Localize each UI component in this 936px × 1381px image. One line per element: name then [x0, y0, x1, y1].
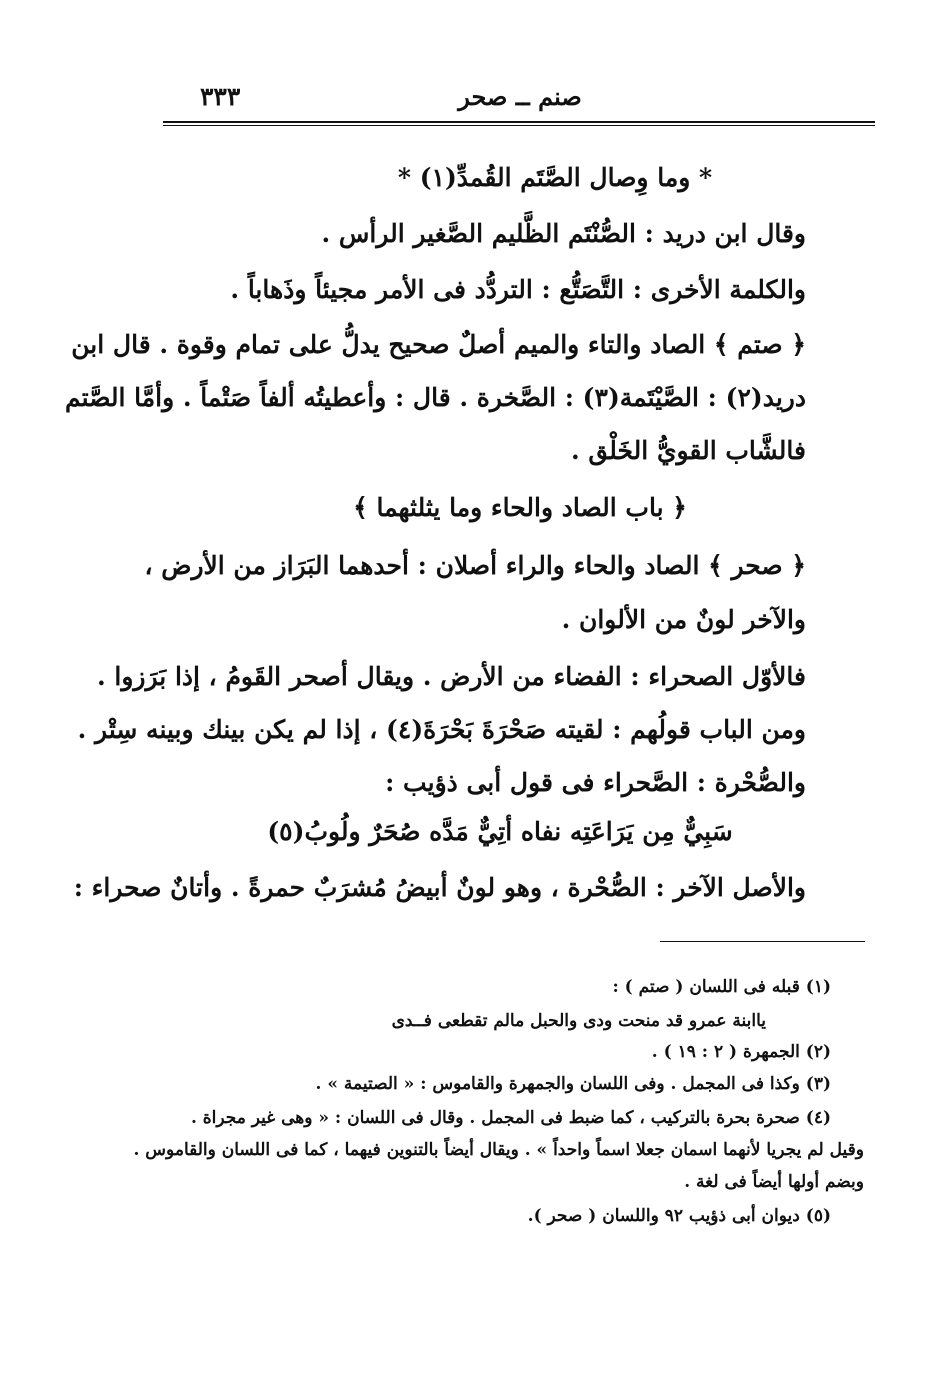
page-number: ٣٣٣: [200, 82, 241, 111]
header-rule: [163, 121, 875, 123]
footnote-4-continued: وبضم أولها أيضاً فى لغة .: [684, 1172, 864, 1192]
text-line: فالأوّل الصحراء : الفضاء من الأرض . ويقال أصحر القَومُ ، إذا بَرَزوا .: [96, 662, 806, 691]
text-line: والآخر لونٌ من الألوان .: [561, 605, 806, 634]
footnote-2: (٢) الجمهرة ( ٢ : ١٩ ) .: [651, 1042, 831, 1062]
text-line: دريد(٢) : الصَّيْتَمة(٣) : الصَّخرة . قال : وأعطيتُه ألفاً صَتْماً . وأمَّا الصَّتم: [65, 383, 806, 412]
text-line: والكلمة الأخرى : التَّصَتُّع : التردُّد فى الأمر مجيئاً وذَهاباً .: [230, 275, 806, 304]
footnote-rule: [660, 941, 865, 942]
text-line: والصُّحْرة : الصَّحراء فى قول أبى ذؤيب :: [385, 768, 806, 797]
footnote-3: (٣) وكذا فى المجمل . وفى اللسان والجمهرة والقاموس : « الصتيمة » .: [315, 1074, 831, 1094]
footnote-5: (٥) ديوان أبى ذؤيب ٩٢ واللسان ( صحر ).: [527, 1206, 831, 1226]
footnote-1-verse: ياابنة عمرو قد منحت ودى والحبل مالم تقطعى فــدى: [391, 1011, 766, 1031]
running-title: صنم ــ صحر: [458, 82, 582, 111]
verse-line: سَبِيٌّ مِن يَرَاعَتِه نفاه أتِيٌّ مَدَّه صُحَرٌ ولُوبُ(٥): [267, 817, 733, 846]
verse-line: * وما وِصال الصَّتَم القُمدِّ(١) *: [397, 163, 713, 192]
text-line: والأصل الآخر : الصُّحْرة ، وهو لونٌ أبيضُ مُشرَبٌ حمرةً . وأتانٌ صحراء :: [73, 873, 806, 902]
footnote-4-continued: وقيل لم يجريا لأنهما اسمان جعلا اسماً واحداً » . ويقال أيضاً بالتنوين فيهما ، كما فى اللسان والقاموس .: [133, 1140, 864, 1160]
running-header: [0, 78, 936, 118]
header-rule-thin: [163, 125, 875, 126]
text-line: وقال ابن دريد : الصُّنْتَم الظَّليم الصَّغير الرأس .: [321, 219, 806, 248]
chapter-heading: ﴿ باب الصاد والحاء وما يثلثهما ﴾: [353, 493, 687, 522]
footnote-4: (٤) صحرة بحرة بالتركيب ، كما ضبط فى المجمل . وقال فى اللسان : « وهى غير مجراة .: [190, 1108, 831, 1128]
text-line: ومن الباب قولُهم : لقيته صَحْرَةَ بَحْرَةَ(٤) ، إذا لم يكن بينك وبينه سِتْر .: [77, 715, 806, 744]
text-line: فالشَّاب القويُّ الخَلْق .: [571, 436, 806, 465]
entry-heading-line: ﴿ صحر ﴾ الصاد والحاء والراء أصلان : أحدهما البَرَاز من الأرض ،: [144, 551, 806, 580]
entry-heading-line: ﴿ صتم ﴾ الصاد والتاء والميم أصلٌ صحيح يدلُّ على تمام وقوة . قال ابن: [71, 330, 806, 359]
footnote-1: (١) قبله فى اللسان ( صتم ) :: [612, 977, 831, 997]
